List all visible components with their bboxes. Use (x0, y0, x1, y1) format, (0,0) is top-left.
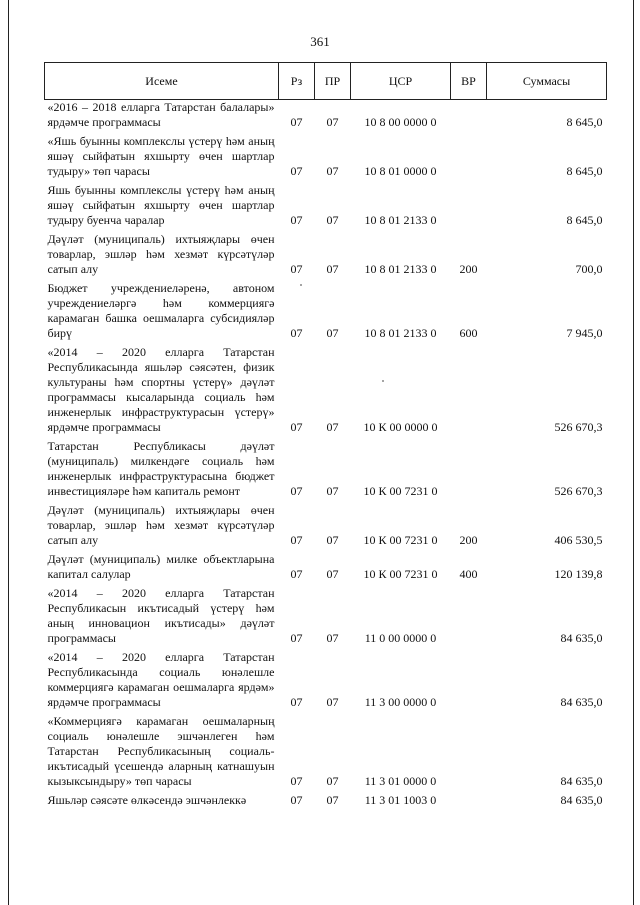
row-pr: 07 (326, 774, 339, 788)
row-vr (451, 586, 487, 650)
header-csr: ЦСР (351, 63, 451, 100)
row-sum: 84 635,0 (560, 695, 603, 709)
row-pr: 07 (326, 567, 339, 581)
row-sum: 7 945,0 (566, 326, 603, 340)
row-name: Дәүләт (муниципаль) милке объектларына капитал салулар (47, 552, 275, 581)
row-csr: 10 8 00 0000 0 (364, 115, 437, 129)
table-row (45, 714, 607, 793)
row-sum: 406 530,5 (554, 533, 603, 547)
row-rz: 07 (290, 420, 303, 434)
row-vr (451, 793, 487, 812)
table-row (45, 281, 607, 345)
row-csr: 10 К 00 7231 0 (363, 484, 438, 498)
table-row (45, 345, 607, 439)
row-vr (451, 134, 487, 183)
row-vr: 200 (459, 533, 478, 547)
row-sum: 8 645,0 (566, 213, 603, 227)
row-sum: 526 670,3 (554, 484, 603, 498)
row-pr: 07 (326, 164, 339, 178)
row-rz: 07 (290, 774, 303, 788)
row-csr: 10 8 01 2133 0 (364, 213, 437, 227)
row-vr (451, 183, 487, 232)
scan-speck (382, 380, 384, 382)
table-row (45, 650, 607, 714)
row-sum: 526 670,3 (554, 420, 603, 434)
table-row (45, 183, 607, 232)
row-csr: 10 К 00 7231 0 (363, 533, 438, 547)
row-vr (451, 439, 487, 503)
row-name: «Яшь буынны комплекслы үстерү һәм аның яшәү сыйфатын яхшырту өчен шартлар тудыру» төп чарасы (47, 134, 275, 178)
row-csr: 11 3 01 0000 0 (364, 774, 437, 788)
scan-speck (300, 284, 302, 286)
row-csr: 10 8 01 2133 0 (364, 326, 437, 340)
row-rz: 07 (290, 533, 303, 547)
row-csr: 10 К 00 0000 0 (363, 420, 438, 434)
row-vr (451, 100, 487, 135)
row-pr: 07 (326, 631, 339, 645)
row-rz: 07 (290, 326, 303, 340)
row-pr: 07 (326, 695, 339, 709)
row-vr: 200 (459, 262, 478, 276)
table-row (45, 503, 607, 552)
table-row (45, 793, 607, 812)
row-csr: 10 К 00 7231 0 (363, 567, 438, 581)
header-name: Исеме (45, 63, 279, 100)
row-pr: 07 (326, 420, 339, 434)
page-number: 361 (310, 34, 330, 49)
row-pr: 07 (326, 326, 339, 340)
row-rz: 07 (290, 115, 303, 129)
row-sum: 84 635,0 (560, 774, 603, 788)
row-csr: 11 0 00 0000 0 (364, 631, 437, 645)
row-sum: 8 645,0 (566, 115, 603, 129)
budget-table (44, 62, 607, 812)
row-rz: 07 (290, 793, 303, 807)
row-pr: 07 (326, 793, 339, 807)
row-csr: 11 3 01 1003 0 (364, 793, 437, 807)
row-vr: 600 (459, 326, 478, 340)
row-csr: 10 8 01 0000 0 (364, 164, 437, 178)
row-csr: 10 8 01 2133 0 (364, 262, 437, 276)
row-vr (451, 714, 487, 793)
row-pr: 07 (326, 262, 339, 276)
header-pr: ПР (315, 63, 351, 100)
row-sum: 84 635,0 (560, 631, 603, 645)
header-rz: Рз (279, 63, 315, 100)
row-name: «2016 – 2018 елларга Татарстан балалары» ярдәмче программасы (47, 100, 275, 129)
row-name: «2014 – 2020 елларга Татарстан Республикасында социаль юнәлешле коммерциягә карамаган оешмаларга ярдәм» ярдәмче программасы (47, 650, 275, 709)
row-rz: 07 (290, 164, 303, 178)
row-sum: 8 645,0 (566, 164, 603, 178)
table-header-row (45, 63, 607, 100)
row-name: Дәүләт (муниципаль) ихтыяҗлары өчен товарлар, эшләр һәм хезмәт күрсәтүләр сатып алу (47, 503, 275, 547)
row-csr: 11 3 00 0000 0 (364, 695, 437, 709)
row-rz: 07 (290, 484, 303, 498)
table-row (45, 552, 607, 586)
table-row (45, 586, 607, 650)
table-row (45, 100, 607, 135)
row-rz: 07 (290, 213, 303, 227)
row-name: Яшь буынны комплекслы үстерү һәм аның яшәү сыйфатын яхшырту өчен шартлар тудыру буенча чаралар (47, 183, 275, 227)
row-name: Бюджет учреждениеләренә, автоном учреждениеләргә һәм коммерциягә карамаган башка оешмаларга субсидияләр бирү (47, 281, 275, 340)
row-vr: 400 (459, 567, 478, 581)
row-name: Яшьләр сәясәте өлкәсендә эшчәнлеккә (47, 793, 247, 807)
row-name: «2014 – 2020 елларга Татарстан Республикасында яшьләр сәясәтен, физик культураны һәм спортны үстерү» дәүләт программасы кысаларында социаль һәм инженерлык инфраструктурасын үстерү» ярдәмче программасы (47, 345, 275, 434)
header-sum: Суммасы (487, 63, 607, 100)
row-pr: 07 (326, 533, 339, 547)
row-pr: 07 (326, 115, 339, 129)
row-vr (451, 345, 487, 439)
row-pr: 07 (326, 213, 339, 227)
row-name: «2014 – 2020 елларга Татарстан Республикасын икътисадый үстерү һәм аның инновацион икътисады» дәүләт программасы (47, 586, 275, 645)
row-rz: 07 (290, 262, 303, 276)
row-sum: 120 139,8 (554, 567, 603, 581)
row-rz: 07 (290, 631, 303, 645)
row-sum: 700,0 (575, 262, 603, 276)
row-name: Дәүләт (муниципаль) ихтыяҗлары өчен товарлар, эшләр һәм хезмәт күрсәтүләр сатып алу (47, 232, 275, 276)
table-row (45, 134, 607, 183)
row-vr (451, 650, 487, 714)
row-rz: 07 (290, 695, 303, 709)
row-rz: 07 (290, 567, 303, 581)
row-sum: 84 635,0 (560, 793, 603, 807)
row-pr: 07 (326, 484, 339, 498)
row-name: «Коммерциягә карамаган оешмаларның социаль юнәлешле эшчәнлеген һәм Татарстан Республикасының социаль-икътисадый үсешендә аларның катнашуын кызыксындыру» төп чарасы (47, 714, 275, 788)
table-row (45, 232, 607, 281)
table-row (45, 439, 607, 503)
row-name: Татарстан Республикасы дәүләт (муниципаль) милкендәге социаль һәм инженерлык инфраструктурасына бюджет инвестицияләре һәм капиталь ремонт (47, 439, 275, 498)
header-vr: ВР (451, 63, 487, 100)
